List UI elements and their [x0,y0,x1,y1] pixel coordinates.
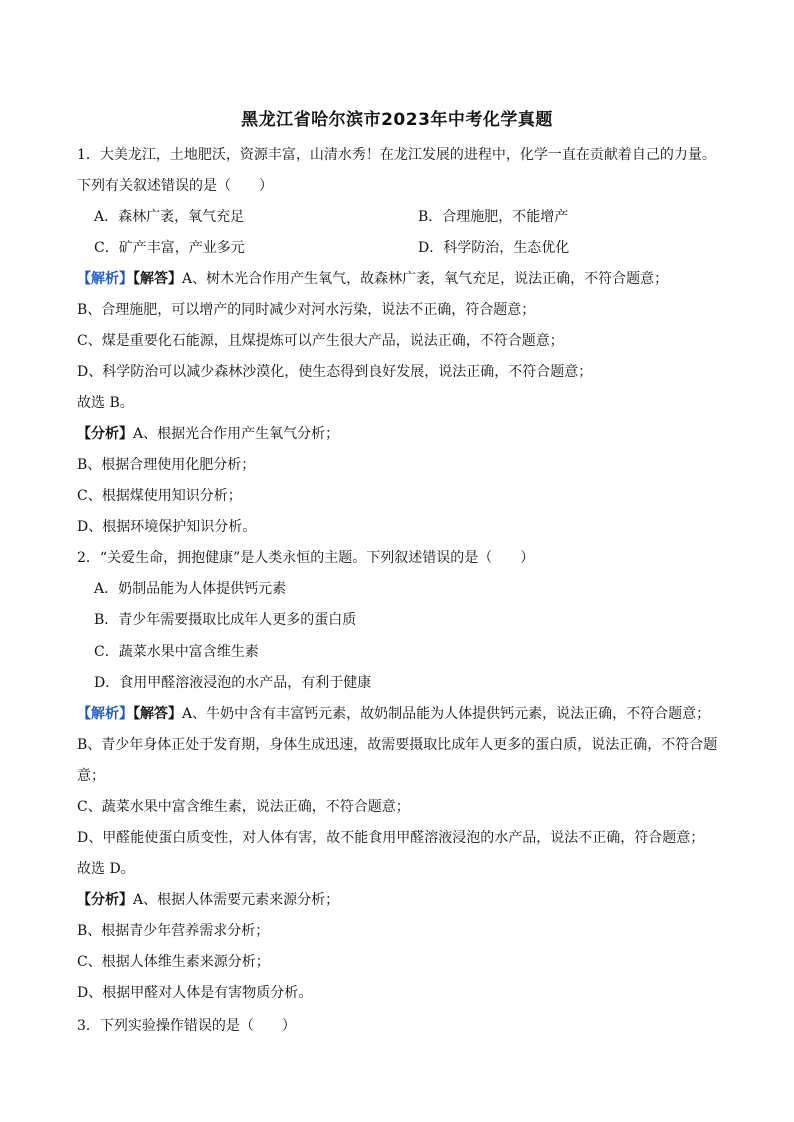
q2-fenxi-text: A、根据人体需要元素来源分析； [133,892,340,908]
q1-fenxi-text: A、根据光合作用产生氧气分析； [133,426,340,442]
q2-option-c: C．蔬菜水果中富含维生素 [94,644,259,660]
q1-option-d: D．科学防治，生态优化 [418,240,570,256]
q2-answer-tag: 【解答】 [133,706,182,722]
q2-stem: 2．“关爱生命，拥抱健康”是人类永恒的主题。下列叙述错误的是（ ） [77,550,535,566]
page-title: 黑龙江省哈尔滨市2023年中考化学真题 [241,110,553,130]
q1-answer-line-1: B、合理施肥，可以增产的同时减少对河水污染，说法不正确，符合题意； [77,302,536,318]
q2-option-d: D．食用甲醛溶液浸泡的水产品，有利于健康 [94,675,372,691]
q2-answer-line-3: C、蔬菜水果中富含维生素，说法正确，不符合题意； [77,799,410,815]
q1-fenxi-line-1: B、根据合理使用化肥分析； [77,457,256,473]
q2-fenxi-line-0 [77,890,777,910]
q2-answer-line-1: B、青少年身体正处于发育期，身体生成迅速，故需要摄取比成年人更多的蛋白质，说法正确，不符合题 [77,737,718,753]
q2-fenxi-line-1: B、根据青少年营养需求分析； [77,923,270,939]
q2-option-b: B．青少年需要摄取比成年人更多的蛋白质 [94,612,357,628]
q2-answer-line-2: 意； [77,768,105,784]
q2-answer-line-0 [77,704,777,724]
q1-option-b: B．合理施肥，不能增产 [418,209,569,225]
q1-option-a: A．森林广袤，氧气充足 [94,209,245,225]
q1-answer-line-0 [77,269,777,289]
q2-fenxi-line-3: D、根据甲醛对人体是有害物质分析。 [77,985,313,1001]
q2-option-a: A．奶制品能为人体提供钙元素 [94,581,287,597]
q1-fenxi-tag: 【分析】 [77,426,133,442]
q3-stem: 3．下列实验操作错误的是（ ） [77,1018,296,1034]
q1-answer-tag: 【解答】 [133,271,182,287]
q1-stem-line1: 1．大美龙江，土地肥沃，资源丰富，山清水秀！在龙江发展的进程中，化学一直在贡献着自己的力量。 [77,147,716,163]
q1-answer-line-2: C、煤是重要化石能源，且煤提炼可以产生很大产品，说法正确，不符合题意； [77,333,564,349]
q1-fenxi-line-2: C、根据煤使用知识分析； [77,488,242,504]
q2-answer-line-4: D、甲醛能使蛋白质变性，对人体有害，故不能食用甲醛溶液浸泡的水产品，说法不正确，符合题意； [77,830,705,846]
q2-answer-text: A、牛奶中含有丰富钙元素，故奶制品能为人体提供钙元素，说法正确，不符合题意； [182,706,711,722]
q1-fenxi-line-3: D、根据环境保护知识分析。 [77,519,257,535]
q1-answer-line-4: 故选 B。 [77,395,134,411]
q1-option-c: C．矿产丰富，产业多元 [94,240,245,256]
q2-answer-line-5: 故选 D。 [77,861,135,877]
q1-analysis-tag: 【解析】 [77,271,133,287]
q1-fenxi-line-0 [77,424,777,444]
q1-answer-text: A、树木光合作用产生氧气，故森林广袤，氧气充足，说法正确，不符合题意； [182,271,669,287]
q1-stem-line2: 下列有关叙述错误的是（ ） [77,178,273,194]
q2-analysis-tag: 【解析】 [77,706,133,722]
q2-fenxi-line-2: C、根据人体维生素来源分析； [77,954,270,970]
q1-answer-line-3: D、科学防治可以减少森林沙漠化，使生态得到良好发展，说法正确，不符合题意； [77,364,593,380]
q2-fenxi-tag: 【分析】 [77,892,133,908]
